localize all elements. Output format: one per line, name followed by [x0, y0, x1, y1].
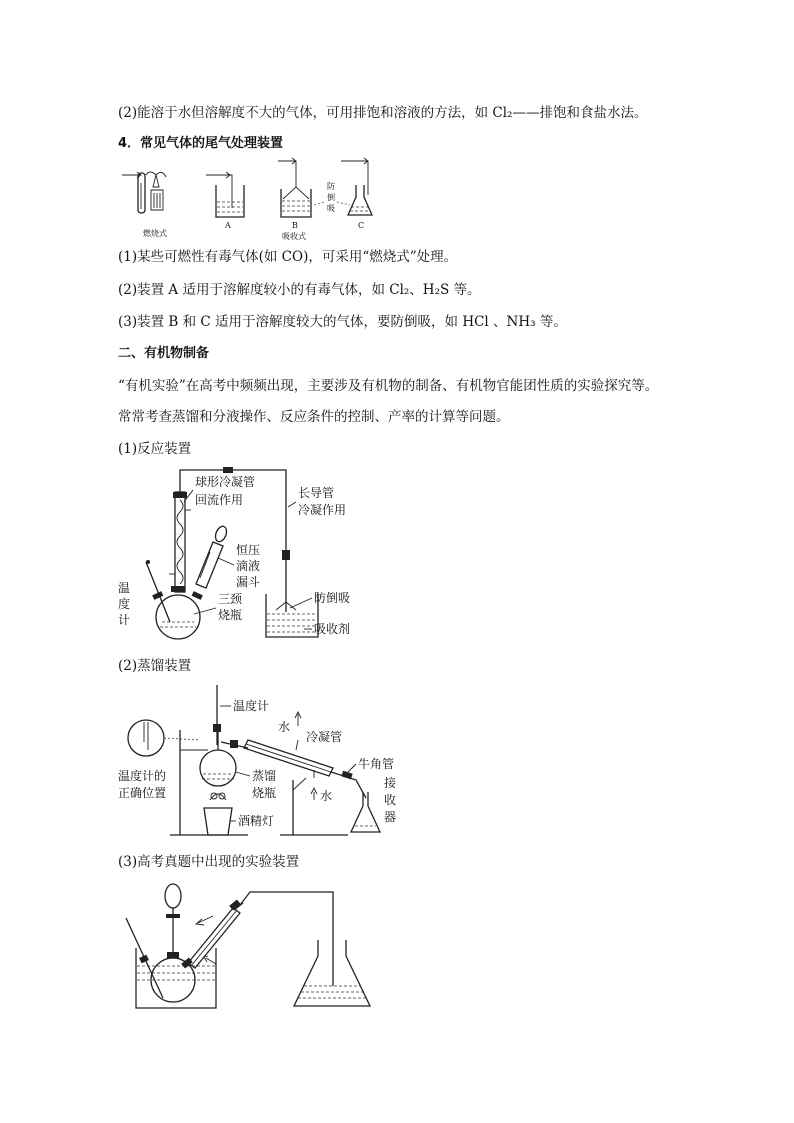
label-funnel: 滴液 — [236, 559, 261, 573]
text-line: “有机实验”在高考中频频出现，主要涉及有机物的制备、有机物官能团性质的实验探究等。 — [118, 378, 659, 394]
label-flask: 蒸馏 — [252, 769, 277, 783]
label-b: B — [292, 221, 298, 230]
label-anti: 防 — [327, 182, 335, 191]
text-line: 常常考查蒸馏和分液操作、反应条件的控制、产率的计算等问题。 — [118, 409, 510, 425]
apparatus-c — [341, 158, 372, 215]
label-condenser: 冷凝管 — [306, 730, 343, 744]
label-correct-position: 正确位置 — [118, 786, 167, 800]
reaction-apparatus-figure — [118, 462, 378, 647]
label-lamp: 酒精灯 — [238, 814, 275, 828]
text-line: (3)高考真题中出现的实验装置 — [118, 854, 300, 870]
label-burning: 燃烧式 — [143, 229, 167, 238]
apparatus-a — [206, 172, 244, 217]
label-receiver: 接 — [384, 776, 397, 790]
text-line: (1)反应装置 — [118, 441, 192, 457]
distillation-figure — [118, 680, 408, 840]
label-a: A — [225, 221, 231, 230]
label-receiver: 器 — [384, 810, 397, 824]
label-c: C — [358, 221, 365, 230]
label-correct-position: 温度计的 — [118, 769, 167, 783]
label-funnel: 漏斗 — [236, 575, 261, 589]
label-condenser: 回流作用 — [195, 493, 244, 507]
text-line: (2)蒸馏装置 — [118, 658, 192, 674]
label-flask: 烧瓶 — [252, 786, 277, 800]
section-heading: 4．常见气体的尾气处理装置 — [118, 136, 284, 151]
tail-gas-figure — [118, 155, 378, 245]
label-long-tube: 长导管 — [298, 486, 335, 500]
exam-apparatus-figure — [118, 878, 378, 1013]
label-thermometer: 温 — [118, 581, 131, 595]
label-thermometer: 温度计 — [233, 699, 270, 713]
text-line: (2)能溶于水但溶解度不大的气体，可用排饱和溶液的方法，如 Cl₂——排饱和食盐水法。 — [118, 105, 648, 121]
label-adapter: 牛角管 — [358, 757, 395, 771]
label-water-in: 水 — [320, 789, 333, 803]
label-receiver: 收 — [384, 793, 397, 807]
section-heading: 二、有机物制备 — [118, 346, 210, 361]
burning-apparatus — [122, 172, 166, 213]
label-anti-suckback: 防倒吸 — [314, 591, 351, 605]
label-flask: 烧瓶 — [218, 608, 243, 622]
label-thermometer: 计 — [118, 613, 131, 627]
tube-joint — [223, 467, 233, 473]
text-line: (1)某些可燃性有毒气体(如 CO)，可采用“燃烧式”处理。 — [118, 249, 458, 265]
label-absorb: 吸收式 — [282, 232, 306, 241]
label-funnel: 恒压 — [236, 543, 261, 557]
label-long-tube: 冷凝作用 — [298, 503, 347, 517]
text-line: (2)装置 A 适用于溶解度较小的有毒气体，如 Cl₂、H₂S 等。 — [118, 282, 481, 298]
tube-joint — [282, 550, 290, 560]
label-flask: 三颈 — [218, 592, 243, 606]
apparatus-b — [278, 158, 311, 217]
label-anti: 吸 — [327, 204, 335, 213]
label-thermometer: 度 — [118, 597, 131, 611]
text-line: (3)装置 B 和 C 适用于溶解度较大的气体，要防倒吸，如 HCl 、NH₃ 等。 — [118, 314, 567, 330]
label-water-out: 水 — [278, 720, 291, 734]
label-absorbent: 吸收剂 — [314, 622, 351, 636]
label-condenser: 球形冷凝管 — [195, 475, 256, 489]
label-anti: 倒 — [327, 193, 335, 202]
